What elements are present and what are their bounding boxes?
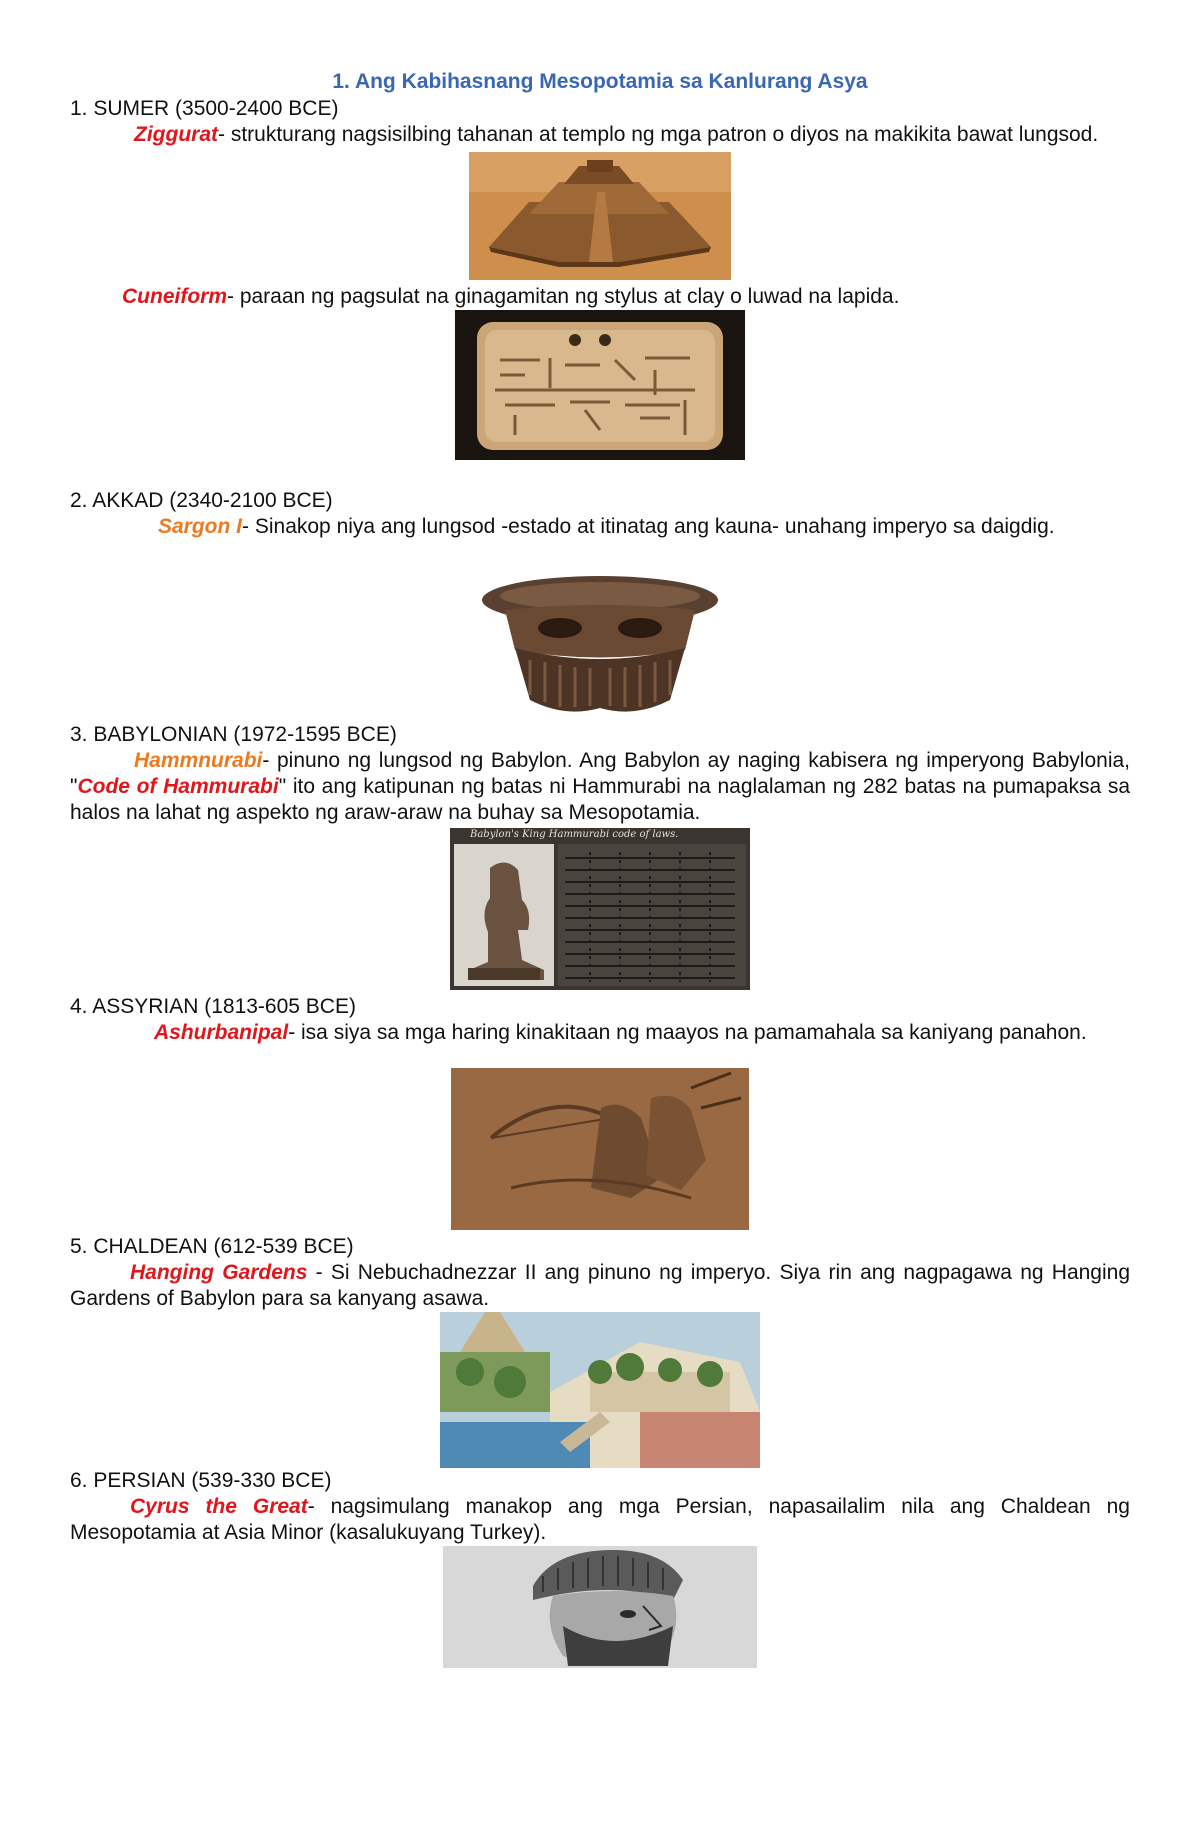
sargon-bronze-head-photo [475,570,725,718]
term-ziggurat: Ziggurat [134,123,218,146]
text-hammurabi-b: " ito ang katipunan ng batas ni Hammurabi na naglalaman ng 282 batas na pumapaksa sa halos na lahat ng aspekto ng araw-araw na buhay sa Mesopotamia. [70,775,1130,824]
term-hammurabi: Hammnurabi [134,749,263,772]
paragraph-hanging-gardens [70,1260,1130,1312]
text-sargon: - Sinakop niya ang lungsod -estado at itinatag ang kauna- unahang imperyo sa daigdig. [242,515,1055,538]
era-heading-assyrian: 4. ASSYRIAN (1813-605 BCE) [70,995,356,1018]
text-ashurbanipal: - isa siya sa mga haring kinakitaan ng maayos na pamamahala sa kaniyang panahon. [288,1021,1087,1044]
term-ashurbanipal: Ashurbanipal [154,1021,289,1044]
paragraph-ziggurat [70,122,1130,148]
cuneiform-tablet-photo [455,310,745,460]
hammurabi-stele-photo [450,828,750,990]
term-cuneiform: Cuneiform [122,285,227,308]
era-heading-persian: 6. PERSIAN (539-330 BCE) [70,1469,332,1492]
term-code-of-hammurabi: Code of Hammurabi [77,775,279,798]
era-heading-akkad: 2. AKKAD (2340-2100 BCE) [70,489,333,512]
paragraph-cyrus [70,1494,1130,1546]
paragraph-ashurbanipal [70,1020,1130,1046]
ziggurat-photo [469,152,731,280]
ashurbanipal-relief-photo [451,1068,749,1230]
era-heading-babylonian: 3. BABYLONIAN (1972-1595 BCE) [70,723,397,746]
hammurabi-image-caption: Babylon's King Hammurabi code of laws. [470,829,679,840]
term-sargon: Sargon I [158,515,243,538]
document-page [70,70,1130,1668]
term-hanging-gardens: Hanging Gardens [130,1261,308,1284]
era-heading-sumer: 1. SUMER (3500-2400 BCE) [70,97,339,120]
text-ziggurat: - strukturang nagsisilbing tahanan at templo ng mga patron o diyos na makikita bawat lungsod. [218,123,1099,146]
cyrus-portrait-drawing [443,1546,757,1668]
paragraph-hammurabi [70,748,1130,826]
hanging-gardens-painting [440,1312,760,1468]
text-cuneiform: - paraan ng pagsulat na ginagamitan ng stylus at clay o luwad na lapida. [227,285,900,308]
paragraph-sargon [70,514,1130,540]
page-title: 1. Ang Kabihasnang Mesopotamia sa Kanlurang Asya [332,70,868,93]
text-hammurabi-a: - pinuno ng lungsod ng Babylon. Ang Babylon ay naging kabisera ng imperyong Babylonia, " [70,749,1130,798]
era-heading-chaldean: 5. CHALDEAN (612-539 BCE) [70,1235,354,1258]
paragraph-cuneiform [70,284,1130,310]
text-cyrus: - nagsimulang manakop ang mga Persian, napasailalim nila ang Chaldean ng Mesopotamia at Asia Minor (kasalukuyang Turkey). [70,1495,1130,1544]
term-cyrus: Cyrus the Great [130,1495,308,1518]
text-hanging-gardens: - Si Nebuchadnezzar II ang pinuno ng imperyo. Siya rin ang nagpagawa ng Hanging Gardens of Babylon para sa kanyang asawa. [70,1261,1130,1310]
